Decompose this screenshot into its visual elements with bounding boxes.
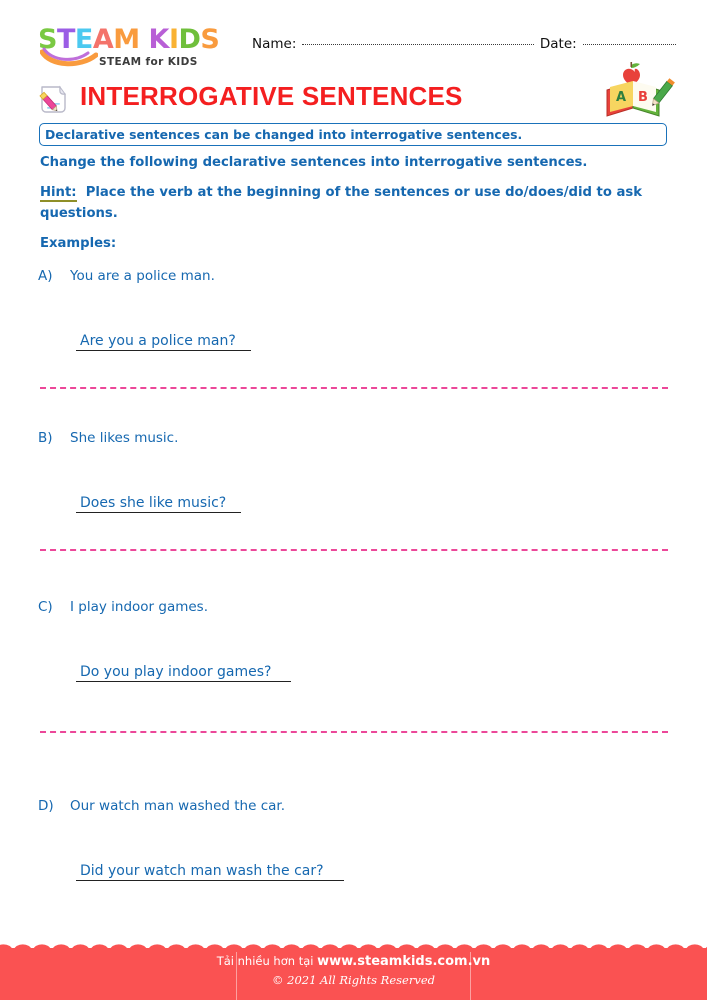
item-separator [40, 731, 668, 733]
footer-scallop-edge [0, 936, 707, 952]
pencil-notepad-icon [33, 78, 73, 118]
footer-site-line [0, 954, 707, 969]
answer-field[interactable]: Did your watch man wash the car? [76, 863, 344, 881]
logo-letter-5 [140, 26, 149, 53]
answer-field[interactable]: Do you play indoor games? [76, 664, 291, 682]
footer-site-link[interactable]: www.steamkids.com.vn [317, 954, 491, 969]
note-box [39, 123, 667, 146]
instructions-block [40, 152, 670, 254]
instruction-change-line: Change the following declarative sentences into interrogative sentences. [40, 155, 588, 170]
question-text: You are a police man. [70, 268, 215, 284]
abc-book-apple-pencil-icon [601, 60, 677, 118]
svg-text:B: B [638, 90, 648, 105]
question-row [38, 599, 208, 615]
hint-label: Hint: [40, 185, 77, 200]
question-text: Our watch man washed the car. [70, 798, 285, 814]
date-label: Date: [539, 36, 577, 52]
page-title: INTERROGATIVE SENTENCES [80, 81, 463, 111]
answer-field[interactable]: Are you a police man? [76, 333, 251, 351]
footer-copyright: © 2021 All Rights Reserved [271, 973, 435, 987]
hint-line [40, 182, 670, 224]
note-box-text: Declarative sentences can be changed into interrogative sentences. [45, 127, 523, 142]
examples-label: Examples: [40, 236, 117, 251]
logo-letter-7: I [168, 24, 179, 55]
question-row [38, 798, 285, 814]
answer-field[interactable]: Does she like music? [76, 495, 241, 513]
svg-text:A: A [616, 90, 627, 105]
question-row [38, 430, 178, 446]
question-letter: C) [38, 599, 53, 615]
question-letter: A) [38, 268, 53, 284]
logo-letter-1: T [56, 24, 75, 55]
logo-letter-6: K [148, 24, 169, 55]
hint-text: Place the verb at the beginning of the sentences or use do/does/did to ask questions. [40, 185, 642, 221]
logo-letter-8: D [178, 24, 201, 55]
steam-kids-logo [38, 26, 238, 70]
name-date-row [252, 36, 682, 60]
question-letter: B) [38, 430, 53, 446]
question-row [38, 268, 215, 284]
logo-letter-2: E [74, 24, 93, 55]
logo-letter-3: A [92, 24, 114, 55]
logo-letter-9: S [200, 24, 220, 55]
logo-letter-4: M [113, 24, 140, 55]
question-text: She likes music. [70, 430, 179, 446]
footer-prefix: Tải nhiều hơn tại [216, 954, 318, 968]
date-input[interactable] [583, 44, 676, 45]
question-letter: D) [38, 798, 54, 814]
name-input[interactable] [302, 44, 534, 45]
item-separator [40, 387, 668, 389]
name-label: Name: [252, 36, 297, 52]
logo-letter-0: S [38, 24, 57, 55]
item-separator [40, 549, 668, 551]
page-footer [0, 936, 707, 1000]
logo-wordmark [38, 26, 238, 53]
footer-background [0, 948, 707, 1000]
question-text: I play indoor games. [70, 599, 209, 615]
logo-tagline: STEAM for KIDS [99, 56, 198, 68]
